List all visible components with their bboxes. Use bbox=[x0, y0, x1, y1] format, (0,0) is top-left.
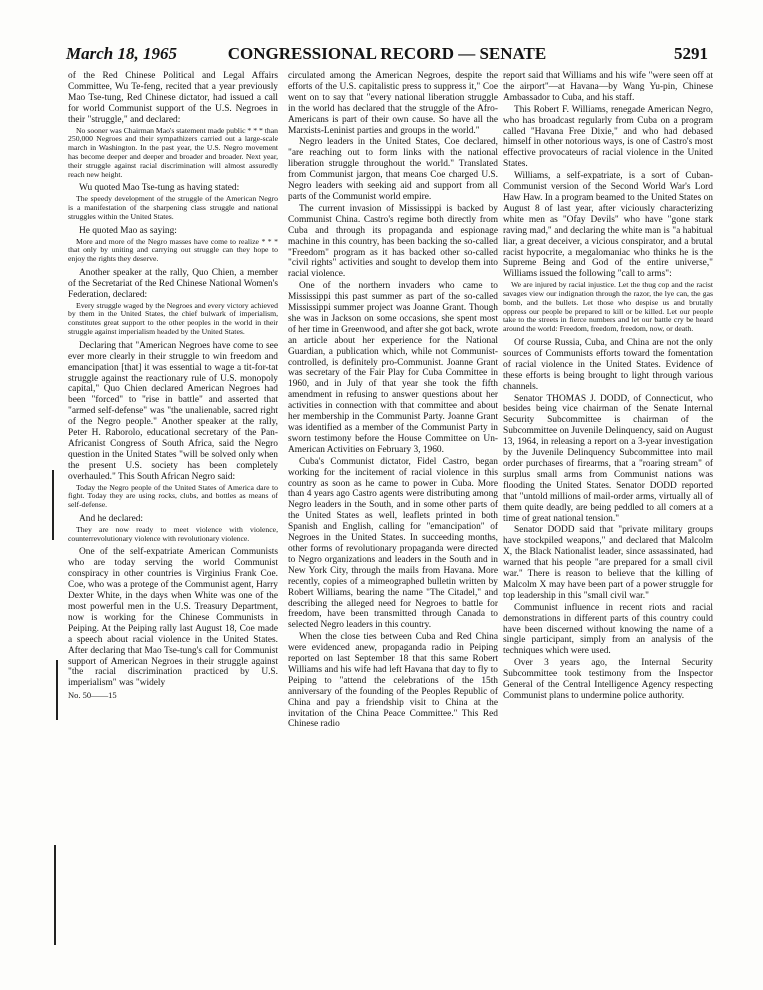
margin-annotation-mark bbox=[54, 845, 56, 945]
paragraph: Another speaker at the rally, Quo Chien, a member of the Secretariat of the Red Chinese National Women's Federation, declared: bbox=[68, 267, 278, 300]
header-title: CONGRESSIONAL RECORD — SENATE bbox=[227, 44, 547, 63]
quoted-passage: More and more of the Negro masses have come to realize * * * that only by uniting and carrying out struggle can they hope to enjoy the rights they deserve. bbox=[68, 236, 278, 264]
paragraph: One of the self-expatriate American Communists who are today serving the world Communist conspiracy in other countries is Virginius Frank Coe. Coe, who was a protege of the Communist agent, Harry Dexter White, in the days when White was one of the most powerful men in the U.S. Treasury Department, now is working for the Chinese Communists in Peiping. At the Peiping rally last August 18, Coe made a speech about racial violence in the United States. After declaring that Mao Tse-tung's call for Communist support of American Negroes in their struggle against "the racial discrimination practiced by U.S. imperialism" was "widely bbox=[68, 547, 278, 689]
header-date: March 18, 1965 bbox=[66, 44, 177, 63]
paragraph: of the Red Chinese Political and Legal Affairs Committee, Wu Te-feng, recited that a year previously Mao Tse-tung, Red Chinese dictator, had issued a call for world Communist support of the U.S. Negroes in their "struggle," and declared: bbox=[68, 71, 278, 125]
paragraph: Senator THOMAS J. DODD, of Connecticut, who besides being vice chairman of the Senate Internal Security Subcommittee is chairman of the Subcommittee on Juvenile Delinquency, said on August 13, 1964, in releasing a report on a 3-year investigation by the Juvenile Delinquency Subcommittee into mail order purchases of firearms, that a "roaring stream" of surplus small arms from Communist nations was flooding the United States. Senator DODD reported that "untold millions of mail-order arms, virtually all of them quite deadly, are being peddled to all comers at a time of great national tension." bbox=[503, 393, 713, 524]
paragraph: Of course Russia, Cuba, and China are not the only sources of Communists efforts toward the fomentation of racial violence in the United States. Evidence of these efforts is being brought to light through various channels. bbox=[503, 338, 713, 392]
paragraph: One of the northern invaders who came to Mississippi this past summer as part of the so-called Mississippi summer project was Joanne Grant. Though she was in Jackson on some occasions, she spent most of her time in Greenwood, and after she got back, wrote an article about her experience for the National Guardian, a publication which, while not Communist-controlled, is definitely pro-Communist. Joanne Grant was secretary of the Fair Play for Cuba Committee in 1960, and in July of that year she took the fifth amendment in refusing to answer questions about her activities in connection with that committee and about her membership in the Communist Party. Joanne Grant was identified as a member of the Communist Party in sworn testimony before the House Committee on Un-American Activities on February 3, 1960. bbox=[288, 281, 498, 455]
margin-annotation-mark bbox=[56, 660, 58, 720]
paragraph: He quoted Mao as saying: bbox=[79, 225, 177, 236]
margin-annotation-mark bbox=[52, 470, 54, 540]
paragraph: Communist influence in recent riots and racial demonstrations in different parts of this country could have been discerned without knowing the name of a single participant, simply from an analysis of the techniques which were used. bbox=[503, 602, 713, 657]
quoted-passage: Today the Negro people of the United States of America dare to fight. Today they are using rocks, clubs, and bottles as means of self-defense. bbox=[68, 482, 278, 510]
paragraph: Over 3 years ago, the Internal Security Subcommittee took testimony from the Inspector General of the Central Intelligence Agency respecting Communist plans to undermine police authority. bbox=[503, 658, 713, 701]
quoted-passage: The speedy development of the struggle of the American Negro is a manifestation of the sharpening class struggle and national struggles within the United States. bbox=[68, 194, 278, 221]
paragraph: The current invasion of Mississippi is backed by Communist China. Castro's regime both directly from Cuba and through its propaganda and espionage machine in this country, has been backing the so-called "Freedom" program as it has backed other so-called "civil rights" activities and sought to develop them into racial violence. bbox=[288, 203, 498, 280]
column-2 bbox=[288, 71, 498, 731]
quoted-passage: They are now ready to meet violence with violence, counterrevolutionary violence with revolutionary violence. bbox=[68, 524, 278, 543]
quoted-passage: We are injured by racial injustice. Let the thug cop and the racist savages view our indignation through the razor, the lye can, the gas bomb, and the bullets. Let those who despise us and brutally oppress our people be prepared to kill or be killed. Let our people take to the streets in fierce numbers and let our battle cry be heard around the world: Freedom, freedom, freedom, now, or death. bbox=[503, 280, 713, 334]
column-1 bbox=[68, 71, 278, 702]
paragraph: circulated among the American Negroes, despite the efforts of the U.S. capitalistic press to suppress it," Coe went on to say that "every national liberation struggle in the world has declared that the struggle of the Afro-Americans is part of their own cause. So have all the Marxists-Leninist parties and groups in the world." bbox=[288, 71, 498, 136]
footer-number: No. 50——15 bbox=[68, 690, 117, 701]
paragraph: Negro leaders in the United States, Coe declared, "are reaching out to form links with the national liberation struggle throughout the world." Translated from Communist jargon, that means Coe charged U.S. Negro leaders with seeking aid and support from all parts of the Communist world empire. bbox=[288, 137, 498, 202]
page-header bbox=[66, 44, 708, 66]
paragraph: Wu quoted Mao Tse-tung as having stated: bbox=[79, 183, 240, 194]
paragraph: report said that Williams and his wife "were seen off at the airport"—at Havana—by Wang Yu-pin, Chinese Ambassador to Cuba, and his staff. bbox=[503, 71, 713, 103]
column-3 bbox=[503, 71, 713, 703]
quoted-passage: No sooner was Chairman Mao's statement made public * * * than 250,000 Negroes and their sympathizers carried out a large-scale march in Washington. In the past year, the U.S. Negro movement has become deeper and deeper and broader and broader. Next year, their struggle against racial discrimination will almost assuredly reach new height. bbox=[68, 125, 278, 179]
paragraph: Williams, a self-expatriate, is a sort of Cuban-Communist version of the Second World War's Lord Haw Haw. In a program beamed to the United States on August 8 of last year, after viciously characterizing white men as "Ofay Devils" who have "gone stark raving mad," and declaring the white man is "a habitual liar, a great deceiver, a vicious conspirator, and a brutal racist hypocrite, a megalomaniac who thinks he is the Supreme Being and God of the entire universe," Williams issued the following "call to arms": bbox=[503, 171, 713, 280]
paragraph: Declaring that "American Negroes have come to see ever more clearly in their struggle to win freedom and emancipation [that] it was essential to wage a tit-for-tat struggle against the reactionary rule of U.S. monopoly capital," Quo Chien declared American Negroes had been "forced" to "rise in battle" and asserted that "armed self-defense" was "the unalienable, sacred right of the Negro people." Another speaker at the rally, Peter H. Raborolo, educational secretary of the Pan-Africanist Congress of South Africa, said the Negro question in the United States "will be solved only when the present U.S. society has been completely overhauled." This South African Negro said: bbox=[68, 340, 278, 482]
paragraph: When the close ties between Cuba and Red China were evidenced anew, propaganda radio in Peiping reported on last September 18 that this same Robert Williams and his wife had left Havana that day to fly to Peiping to "attend the celebrations of the 15th anniversary of the founding of the Peoples Republic of China and pay a friendship visit to China at the invitation of the China Peace Committee." This Red Chinese radio bbox=[288, 632, 498, 730]
quoted-passage: Every struggle waged by the Negroes and every victory achieved by them in the United States, the chief bulwark of imperialism, constitutes great support to the other peoples in the world in their struggle against imperialism headed by the United States. bbox=[68, 300, 278, 337]
paragraph: This Robert F. Williams, renegade American Negro, who has broadcast regularly from Cuba on a program called "Havana Free Dixie," and who had debased himself in other notorious ways, is one of Castro's most effective provocateurs of racial violence in the United States. bbox=[503, 104, 713, 170]
header-page-number: 5291 bbox=[674, 44, 708, 63]
paragraph: Cuba's Communist dictator, Fidel Castro, began working for the incitement of racial violence in this country as soon as he came to power in Cuba. More than 4 years ago Castro agents were distributing among Negro leaders in the South, and in some other parts of the United States as well, leaflets printed in both Spanish and English, calling for "emancipation" of Negroes in the United States. In succeeding months, other forms of revolutionary propaganda were directed to Negro organizations and leaders in the South and in New York City, through the mails from Havana. More recently, copies of a mimeographed bulletin written by Robert Williams, bearing the name "The Citadel," and describing the alleged need for Negroes to battle for freedom, have been transmitted through Canada to selected Negro leaders in this country. bbox=[288, 456, 498, 631]
paragraph: And he declared: bbox=[79, 513, 144, 524]
paragraph: Senator DODD said that "private military groups have stockpiled weapons," and declared that Malcolm X, the Black Nationalist leader, since assassinated, had warned that his people "are prepared for a small civil war." There is reason to believe that the killing of Malcolm X may have been part of a power struggle for top leadership in this "small civil war." bbox=[503, 525, 713, 601]
